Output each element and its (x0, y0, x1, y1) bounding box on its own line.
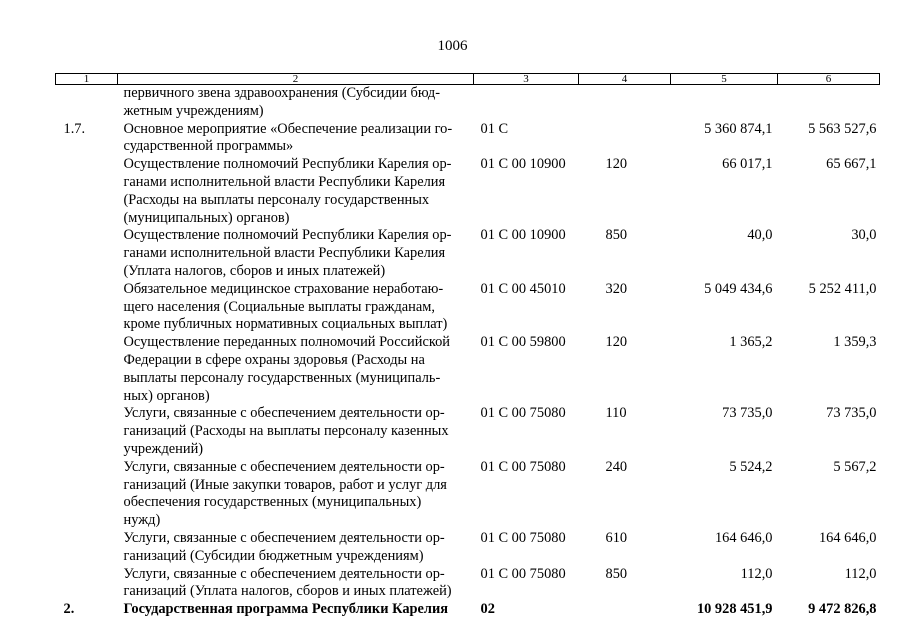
row-expense-type: 240 (605, 458, 628, 475)
row-code: 01 С (480, 120, 509, 137)
description-line: Федерации в сфере охраны здоровья (Расходы на (123, 351, 425, 368)
description-line: Услуги, связанные с обеспечением деятельности ор- (123, 405, 445, 422)
row-expense-type: 320 (605, 280, 628, 297)
description-line: Основное мероприятие «Обеспечение реализации го- (123, 120, 453, 137)
description-line: Услуги, связанные с обеспечением деятельности ор- (123, 458, 445, 475)
row-amount-year2: 73 735,0 (826, 405, 877, 422)
row-amount-year2: 9 472 826,8 (808, 601, 877, 618)
row-code: 01 С 00 45010 (480, 280, 566, 297)
row-description (118, 85, 474, 121)
row-description (118, 459, 474, 530)
row-description (118, 566, 474, 602)
table-row (56, 156, 880, 227)
table-row (56, 85, 880, 121)
description-line: ганизаций (Субсидии бюджетным учреждениям) (123, 547, 424, 564)
description-line: ганами исполнительной власти Республики Карелия (123, 245, 446, 262)
table-row (56, 334, 880, 405)
row-number (56, 566, 118, 602)
row-expense-type (579, 121, 671, 157)
page-number: 1006 (437, 38, 468, 54)
row-amount-year1: 10 928 451,9 (696, 601, 773, 618)
description-line: (муниципальных) органов) (123, 209, 290, 226)
row-amount-year2: 1 359,3 (833, 334, 877, 351)
description-line: Обязательное медицинское страхование неработаю- (123, 280, 444, 297)
description-line: (Расходы на выплаты персоналу государственных (123, 191, 430, 208)
column-header: 2 (118, 74, 474, 85)
row-code: 01 С 00 59800 (480, 334, 566, 351)
description-line: Осуществление полномочий Республики Карелия ор- (123, 227, 452, 244)
row-expense-type: 110 (605, 405, 627, 422)
row-amount-year1: 5 360 874,1 (704, 120, 773, 137)
description-line: ганизаций (Уплата налогов, сборов и иных платежей) (123, 583, 452, 600)
row-amount-year2 (778, 85, 880, 121)
row-amount-year2: 30,0 (851, 227, 877, 244)
row-amount-year1: 5 524,2 (729, 458, 773, 475)
column-header: 4 (579, 74, 671, 85)
table-row (56, 601, 880, 619)
row-code: 01 С 00 10900 (480, 227, 566, 244)
description-line: ганами исполнительной власти Республики Карелия (123, 173, 446, 190)
row-code: 01 С 00 75080 (480, 529, 566, 546)
row-expense-type (579, 85, 671, 121)
row-number: 2. (63, 601, 75, 618)
row-amount-year2: 5 563 527,6 (808, 120, 877, 137)
row-description (118, 281, 474, 334)
description-line: Услуги, связанные с обеспечением деятельности ор- (123, 565, 445, 582)
row-number (56, 334, 118, 405)
row-description (118, 530, 474, 566)
table-row (56, 405, 880, 458)
row-description (118, 334, 474, 405)
description-line: щего населения (Социальные выплаты гражданам, (123, 298, 435, 315)
column-header: 1 (56, 74, 118, 85)
row-number (56, 281, 118, 334)
row-description (118, 601, 474, 619)
row-amount-year1 (671, 85, 778, 121)
description-line: учреждений) (123, 440, 204, 457)
table-row (56, 530, 880, 566)
row-number (56, 459, 118, 530)
row-amount-year2: 65 667,1 (826, 156, 877, 173)
row-expense-type: 850 (605, 227, 628, 244)
row-description (118, 227, 474, 280)
description-line: Услуги, связанные с обеспечением деятельности ор- (123, 529, 445, 546)
description-line: выплаты персоналу государственных (муниципаль- (123, 369, 441, 386)
description-line: кроме публичных нормативных социальных выплат) (123, 316, 448, 333)
table-row (56, 227, 880, 280)
table-row (56, 566, 880, 602)
row-amount-year1: 66 017,1 (722, 156, 773, 173)
description-line: первичного звена здравоохранения (Субсидии бюд- (123, 85, 440, 101)
description-line: (Уплата налогов, сборов и иных платежей) (123, 262, 386, 279)
description-line: ганизаций (Иные закупки товаров, работ и услуг для (123, 476, 447, 493)
row-description (118, 405, 474, 458)
row-expense-type: 610 (605, 529, 628, 546)
row-amount-year1: 5 049 434,6 (704, 280, 773, 297)
row-number: 1.7. (63, 120, 86, 137)
row-code (474, 85, 579, 121)
description-line: Государственная программа Республики Карелия (123, 601, 449, 618)
row-code: 02 (480, 601, 495, 618)
row-amount-year1: 112,0 (740, 565, 773, 582)
column-header: 6 (778, 74, 880, 85)
description-line: Осуществление полномочий Республики Карелия ор- (123, 156, 452, 173)
row-description (118, 121, 474, 157)
row-amount-year2: 112,0 (844, 565, 877, 582)
row-code: 01 С 00 75080 (480, 565, 566, 582)
row-amount-year1: 1 365,2 (729, 334, 773, 351)
column-header: 5 (671, 74, 778, 85)
row-amount-year1: 164 646,0 (714, 529, 773, 546)
column-header: 3 (474, 74, 579, 85)
row-amount-year1: 40,0 (747, 227, 773, 244)
description-line: нужд) (123, 512, 161, 529)
table-row (56, 121, 880, 157)
description-line: сударственной программы» (123, 138, 294, 155)
row-amount-year2: 5 252 411,0 (808, 280, 877, 297)
row-amount-year2: 5 567,2 (833, 458, 877, 475)
row-number (56, 156, 118, 227)
row-code: 01 С 00 75080 (480, 405, 566, 422)
row-expense-type: 850 (605, 565, 628, 582)
table-row (56, 459, 880, 530)
column-header-row (56, 74, 880, 85)
row-description (118, 156, 474, 227)
row-number (56, 530, 118, 566)
row-expense-type: 120 (605, 334, 628, 351)
description-line: жетным учреждениям) (123, 102, 264, 119)
row-expense-type (579, 601, 671, 619)
row-number (56, 227, 118, 280)
row-amount-year1: 73 735,0 (722, 405, 773, 422)
description-line: ганизаций (Расходы на выплаты персоналу казенных (123, 423, 449, 440)
row-code: 01 С 00 75080 (480, 458, 566, 475)
table-row (56, 281, 880, 334)
description-line: Осуществление переданных полномочий Российской (123, 334, 451, 351)
row-expense-type: 120 (605, 156, 628, 173)
row-number (56, 85, 118, 121)
budget-table (55, 73, 880, 619)
description-line: ных) органов) (123, 387, 210, 404)
row-amount-year2: 164 646,0 (818, 529, 877, 546)
description-line: обеспечения государственных (муниципальных) (123, 494, 422, 511)
row-number (56, 405, 118, 458)
row-code: 01 С 00 10900 (480, 156, 566, 173)
